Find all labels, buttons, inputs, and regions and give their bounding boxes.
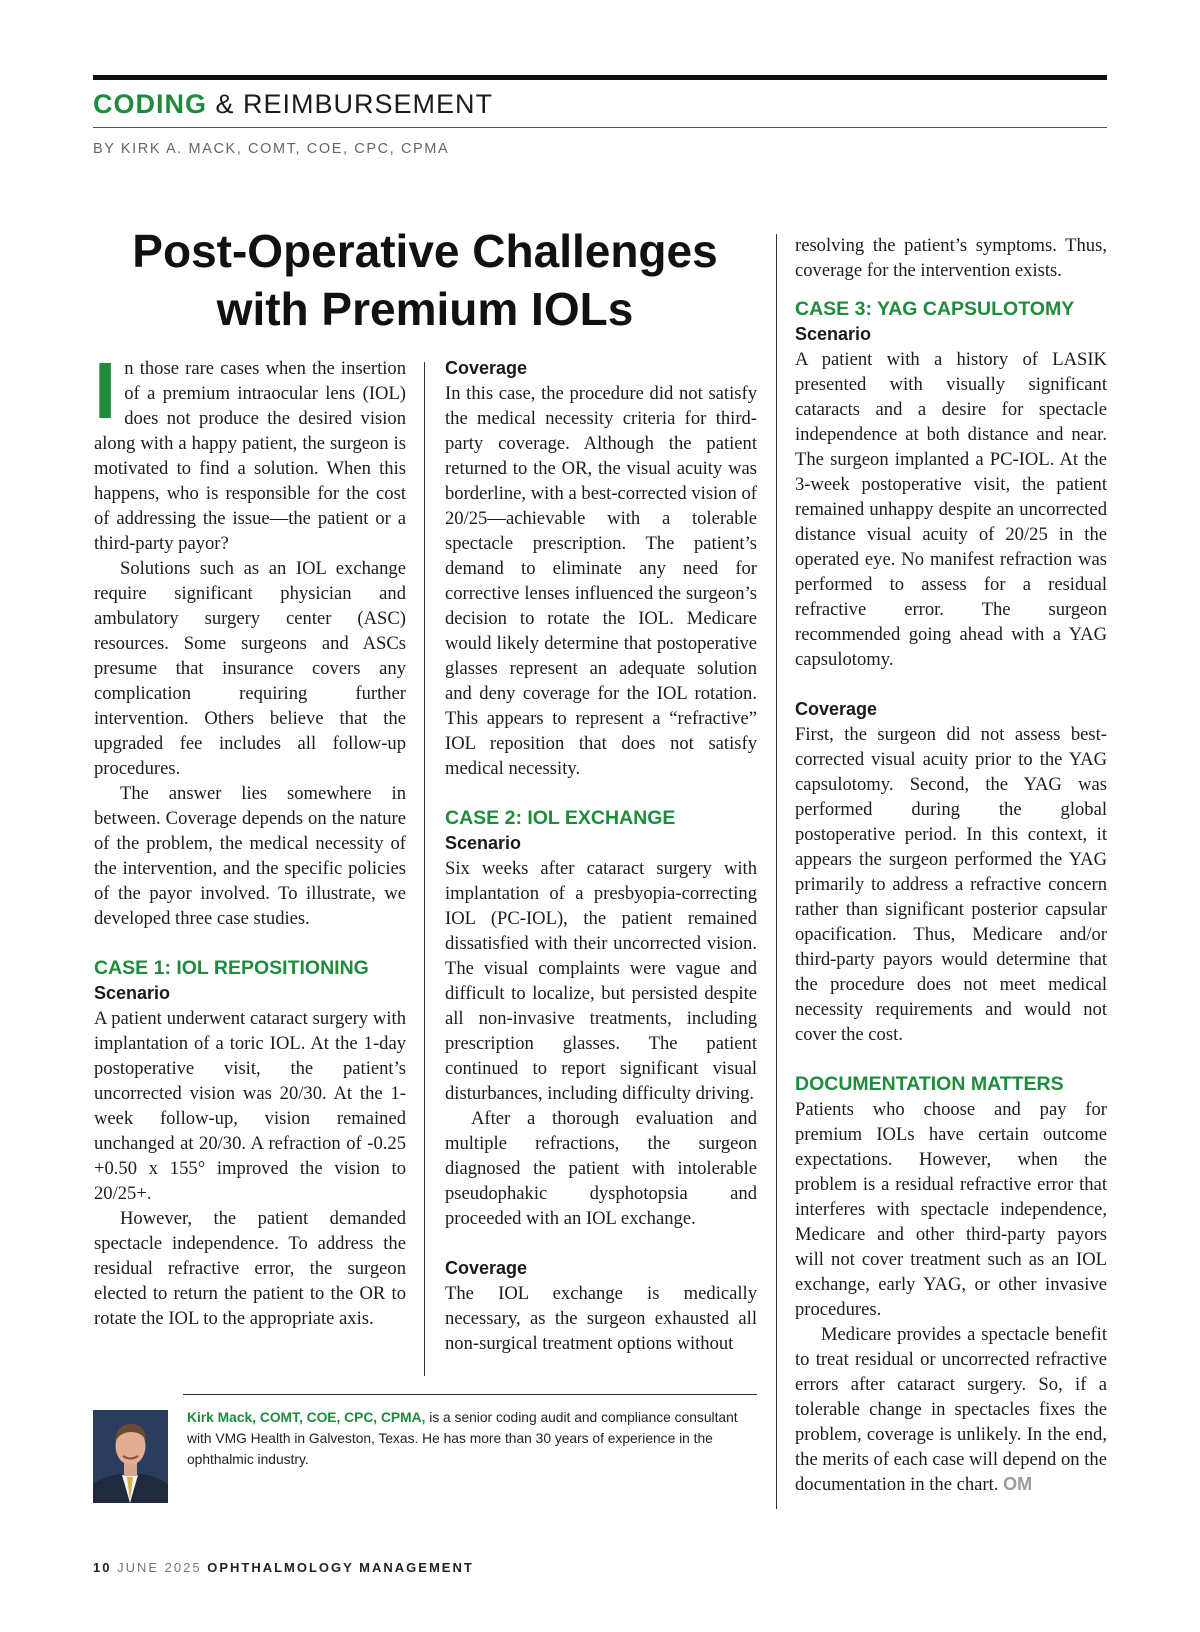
dropcap: I: [94, 346, 117, 435]
case1-coverage-label: Coverage: [445, 358, 528, 378]
case3-coverage: First, the surgeon did not assess best-corrected visual acuity prior to the YAG capsulotomy. Second, the YAG was performed during the global postoperative period. In this context, it appears the surgeon performed the YAG primarily to address a refractive concern rather than significant posterior capsular opacification. Thus, Medicare and/or third-party payors would determine that the procedure does not meet medical necessity requirements and would not cover the cost.: [795, 724, 1107, 1045]
intro-paragraph-1: I n those rare cases when the insertion of a premium intraocular lens (IOL) does not produce the desired vision along with a happy patient, the surgeon is motivated to find a solution. When this happens, who is responsible for the cost of addressing the issue—the patient or a third-party payor?: [94, 346, 406, 554]
case2-scenario-label: Scenario: [445, 833, 522, 853]
documentation-paragraph-2: Medicare provides a spectacle benefit to treat residual or uncorrected refractive errors after cataract surgery. So, if a tolerable change in spectacles fixes the problem, coverage is unlikely. In the end, the merits of each case will depend on the documentation in the chart. OM: [795, 1324, 1107, 1495]
byline: BY KIRK A. MACK, COMT, COE, CPC, CPMA: [93, 141, 450, 157]
case1-paragraph-1: A patient underwent cataract surgery with implantation of a toric IOL. At the 1-day postoperative visit, the patient’s uncorrected vision was 20/30. At the 1-week follow-up, vision remained unchanged at 20/30. A refraction of -0.25 +0.50 x 155° improved the vision to 20/25+.: [94, 1008, 406, 1204]
column-2: [445, 356, 757, 1356]
top-rule: [93, 75, 1107, 80]
documentation-heading: DOCUMENTATION MATTERS: [795, 1073, 1064, 1095]
bio-rule: [183, 1394, 757, 1395]
author-name: Kirk Mack, COMT, COE, CPC, CPMA,: [187, 1410, 426, 1425]
title-line-2: with Premium IOLs: [216, 283, 634, 335]
section-rule: [93, 127, 1107, 128]
section-label-strong: CODING: [93, 89, 207, 119]
page-number: 10: [93, 1560, 112, 1575]
case1-paragraph-2: However, the patient demanded spectacle independence. To address the residual refractive error, the surgeon elected to return the patient to the OR to rotate the IOL to the appropriate axis.: [94, 1208, 406, 1329]
author-bio-text: is a senior coding audit and compliance consultant with VMG Health in Galveston, Texas. He has more than 30 years of experience in the ophthalmic industry.: [187, 1410, 738, 1467]
article-title: [93, 222, 757, 338]
column-divider-2: [776, 234, 777, 1509]
issue-date: JUNE 2025: [117, 1560, 202, 1575]
column-1: [94, 346, 406, 1331]
case3-scenario-label: Scenario: [795, 324, 872, 344]
column-3: [795, 233, 1107, 1497]
page-footer: [93, 1560, 474, 1575]
title-line-1: Post-Operative Challenges: [132, 225, 718, 277]
case1-heading: CASE 1: IOL REPOSITIONING: [94, 957, 369, 979]
case2-paragraph-2: After a thorough evaluation and multiple refractions, the surgeon diagnosed the patient with intolerable pseudophakic dysphotopsia and proceeded with an IOL exchange.: [445, 1108, 757, 1229]
case3-paragraph-1: A patient with a history of LASIK presented with visually significant cataracts and a desire for spectacle independence at both distance and near. The surgeon implanted a PC-IOL. At the 3-week postoperative visit, the patient remained unhappy despite an uncorrected distance visual acuity of 20/25 in the operated eye. No manifest refraction was performed to assess for a residual refractive error. The surgeon recommended going ahead with a YAG capsulotomy.: [795, 349, 1107, 670]
case3-coverage-label: Coverage: [795, 699, 878, 719]
section-label-rest: & REIMBURSEMENT: [207, 89, 494, 119]
intro-paragraph-2: Solutions such as an IOL exchange require significant physician and ambulatory surgery center (ASC) resources. Some surgeons and ASCs presume that insurance covers any complication requiring further intervention. Others believe that the upgraded fee includes all follow-up procedures.: [94, 558, 406, 779]
case2-coverage-continued: resolving the patient’s symptoms. Thus, coverage for the intervention exists.: [795, 235, 1107, 281]
case3-heading: CASE 3: YAG CAPSULOTOMY: [795, 298, 1075, 320]
case2-paragraph-1: Six weeks after cataract surgery with implantation of a presbyopia-correcting IOL (PC-IOL), the patient remained dissatisfied with their uncorrected vision. The visual complaints were vague and difficult to localize, but persisted despite all non-invasive treatments, including prescription glasses. The patient continued to report significant visual disturbances, including difficulty driving.: [445, 858, 757, 1104]
case2-coverage-label: Coverage: [445, 1258, 528, 1278]
publication-name: OPHTHALMOLOGY MANAGEMENT: [207, 1560, 474, 1575]
intro-paragraph-3: The answer lies somewhere in between. Coverage depends on the nature of the problem, the medical necessity of the intervention, and the specific policies of the payor involved. To illustrate, we developed three case studies.: [94, 783, 406, 929]
case2-coverage: The IOL exchange is medically necessary, as the surgeon exhausted all non-surgical treatment options without: [445, 1283, 757, 1354]
author-photo: [93, 1410, 168, 1503]
author-bio: [187, 1407, 739, 1470]
case1-coverage: In this case, the procedure did not satisfy the medical necessity criteria for third-party coverage. Although the patient returned to the OR, the visual acuity was borderline, with a best-corrected vision of 20/25—achievable with a tolerable spectacle prescription. The patient’s demand to eliminate any need for corrective lenses influenced the surgeon’s decision to rotate the IOL. Medicare would likely determine that postoperative glasses represent an adequate solution and deny coverage for the IOL rotation. This appears to represent a “refractive” IOL reposition that does not satisfy medical necessity.: [445, 383, 757, 779]
column-divider-1: [424, 362, 425, 1376]
case2-heading: CASE 2: IOL EXCHANGE: [445, 807, 676, 829]
end-mark: OM: [1003, 1474, 1033, 1494]
section-label: [93, 89, 493, 120]
case1-scenario-label: Scenario: [94, 983, 171, 1003]
documentation-paragraph-1: Patients who choose and pay for premium IOLs have certain outcome expectations. However, when the problem is a residual refractive error that interferes with spectacle independence, Medicare and other third-party payors will not cover treatment such as an IOL exchange, early YAG, or other invasive procedures.: [795, 1099, 1107, 1320]
